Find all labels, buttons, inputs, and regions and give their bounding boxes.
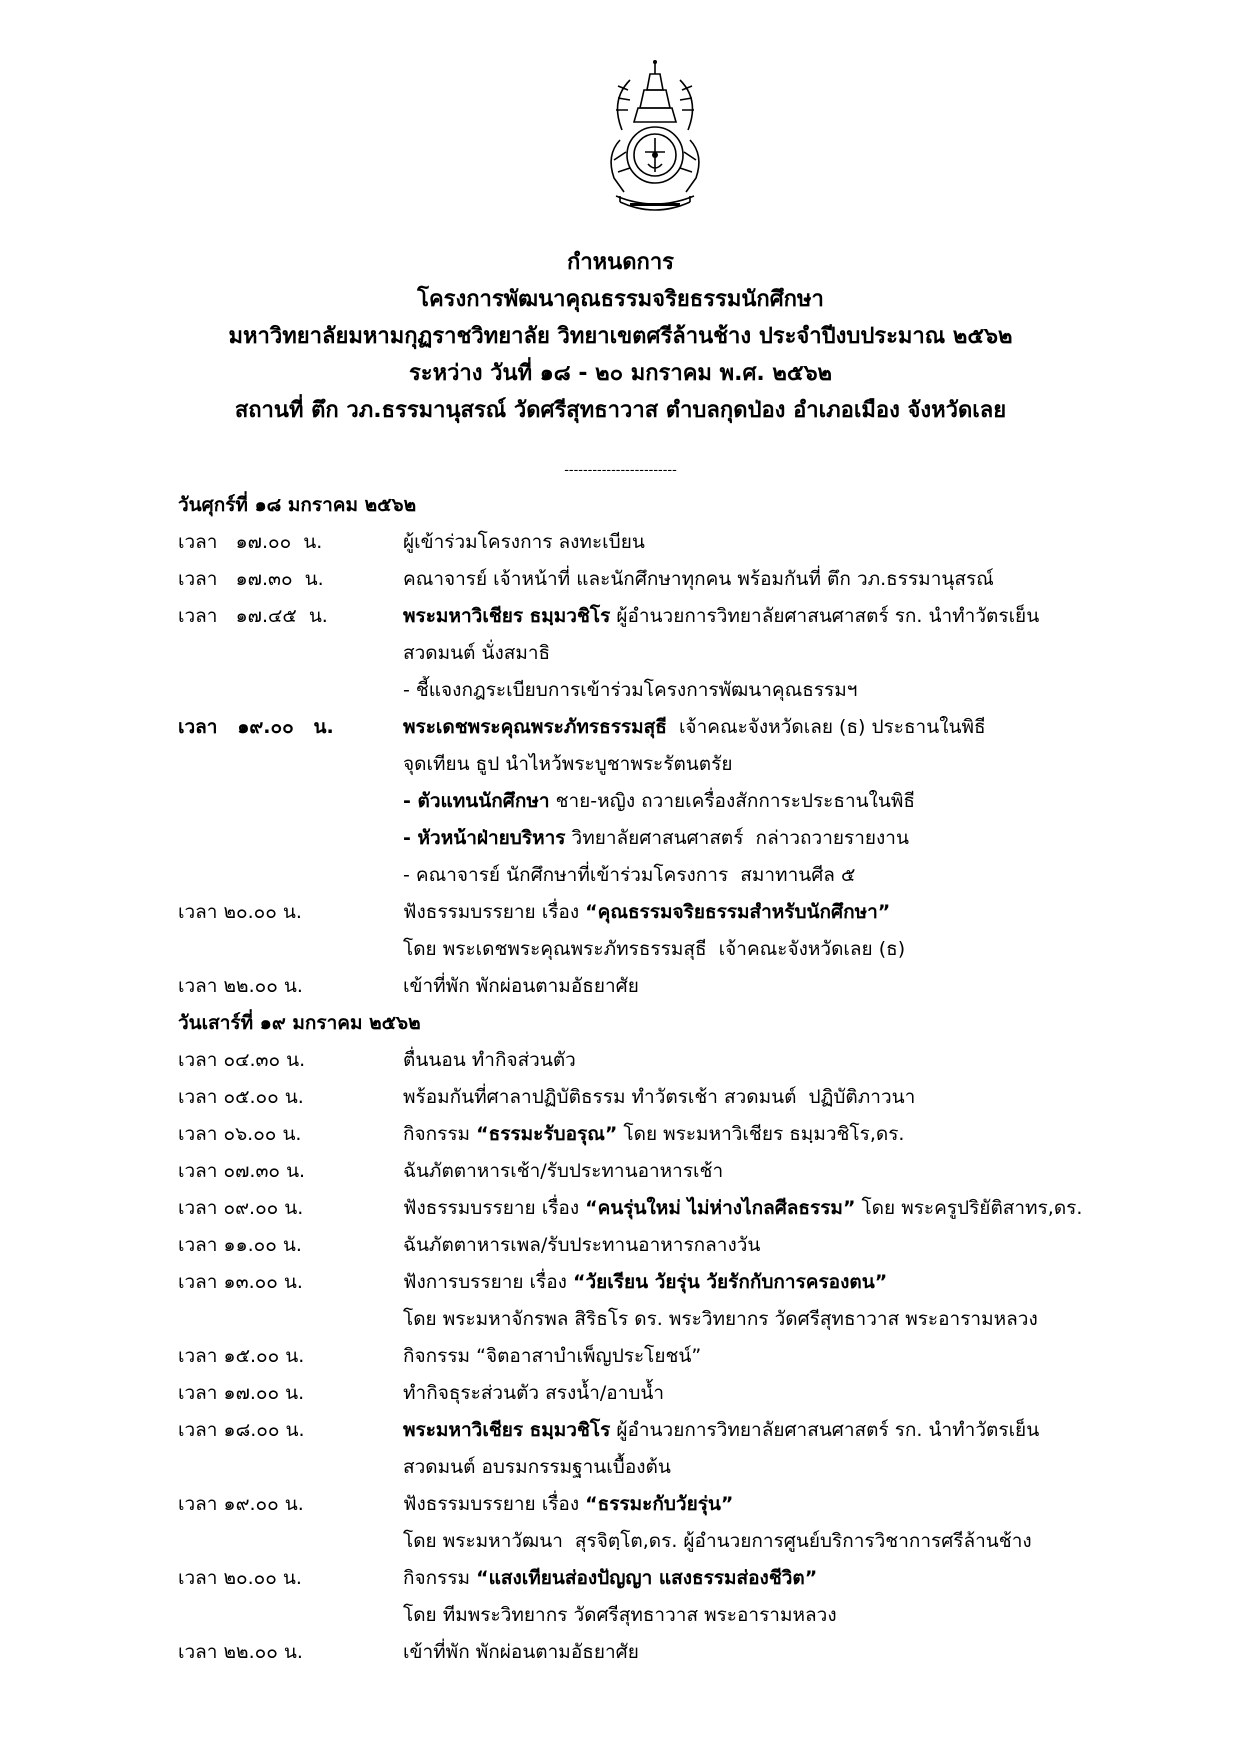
schedule-description: [403, 1116, 904, 1153]
schedule-row: [0, 894, 1241, 931]
description-text: เจ้าคณะจังหวัดเลย (ธ) ประธานในพิธี: [666, 716, 986, 738]
schedule-row: [0, 635, 1241, 672]
schedule-row: [0, 1116, 1241, 1153]
schedule-time: เวลา ๐๗.๓๐ น.: [178, 1160, 306, 1182]
schedule-time: เวลา ๐๙.๐๐ น.: [178, 1197, 304, 1219]
description-text: สวดมนต์ นั่งสมาธิ: [403, 642, 551, 664]
schedule-row: [0, 1227, 1241, 1264]
schedule-description: [403, 931, 905, 968]
schedule-description: [403, 672, 857, 709]
description-text: ทำกิจธุระส่วนตัว สรงน้ำ/อาบน้ำ: [403, 1382, 665, 1404]
schedule-time: เวลา ๒๒.๐๐ น.: [178, 1641, 303, 1663]
description-text: โดย พระมหาจักรพล สิริธโร ดร. พระวิทยากร วัดศรีสุทธาวาส พระอารามหลวง: [403, 1308, 1038, 1330]
schedule-description: [403, 1597, 837, 1634]
schedule-row: [0, 1560, 1241, 1597]
emphasis-text: - หัวหน้าฝ่ายบริหาร: [403, 827, 566, 849]
schedule-row: [0, 1597, 1241, 1634]
schedule-time: เวลา ๐๕.๐๐ น.: [178, 1086, 304, 1108]
emphasis-text: พระมหาวิเชียร ธมฺมวชิโร: [403, 1419, 611, 1441]
schedule-description: [403, 635, 550, 672]
schedule-description: [403, 1301, 1038, 1338]
description-text: โดย ทีมพระวิทยากร วัดศรีสุทธาวาส พระอารามหลวง: [403, 1604, 837, 1626]
schedule-row: [0, 709, 1241, 746]
description-text: จุดเทียน ธูป นำไหว้พระบูชาพระรัตนตรัย: [403, 753, 733, 775]
description-text: พร้อมกันที่ศาลาปฏิบัติธรรม ทำวัตรเช้า สวดมนต์ ปฏิบัติภาวนา: [403, 1086, 916, 1108]
schedule-time: เวลา ๑๘.๐๐ น.: [178, 1419, 305, 1441]
schedule-description: [403, 598, 1039, 635]
description-text: คณาจารย์ เจ้าหน้าที่ และนักศึกษาทุกคน พร้อมกันที่ ตึก วภ.ธรรมานุสรณ์: [403, 568, 994, 590]
schedule-row: [0, 561, 1241, 598]
description-text: โดย พระเดชพระคุณพระภัทรธรรมสุธี เจ้าคณะจังหวัดเลย (ธ): [403, 938, 906, 960]
description-text: ฟังธรรมบรรยาย เรื่อง: [403, 1493, 586, 1515]
schedule-description: [403, 1338, 701, 1375]
schedule-description: [403, 968, 639, 1005]
schedule-description: [403, 1560, 817, 1597]
schedule: [0, 487, 1241, 1671]
schedule-time: เวลา ๑๙.๐๐ น.: [178, 716, 334, 738]
schedule-row: [0, 1338, 1241, 1375]
schedule-description: [403, 1523, 1032, 1560]
schedule-description: [403, 820, 909, 857]
description-text: ชาย-หญิง ถวายเครื่องสักการะประธานในพิธี: [549, 790, 916, 812]
description-text: ฉันภัตตาหารเพล/รับประทานอาหารกลางวัน: [403, 1234, 761, 1256]
schedule-row: [0, 820, 1241, 857]
schedule-row: [0, 1634, 1241, 1671]
schedule-row: [0, 1190, 1241, 1227]
schedule-description: [403, 1375, 664, 1412]
description-text: โดย พระมหาวัฒนา สุรจิตฺโต,ดร. ผู้อำนวยการศูนย์บริการวิชาการศรีล้านช้าง: [403, 1530, 1032, 1552]
emphasis-text: “แสงเทียนส่องปัญญา แสงธรรมส่องชีวิต”: [476, 1567, 818, 1589]
schedule-description: [403, 1412, 1039, 1449]
schedule-row: [0, 1301, 1241, 1338]
schedule-time: เวลา ๐๖.๐๐ น.: [178, 1123, 302, 1145]
description-text: ฉันภัตตาหารเช้า/รับประทานอาหารเช้า: [403, 1160, 724, 1182]
schedule-time: เวลา ๒๐.๐๐ น.: [178, 901, 302, 923]
schedule-description: [403, 894, 890, 931]
description-text: เข้าที่พัก พักผ่อนตามอัธยาศัย: [403, 975, 639, 997]
date-range: ระหว่าง วันที่ ๑๘ - ๒๐ มกราคม พ.ศ. ๒๕๖๒: [408, 361, 833, 386]
schedule-row: [0, 1264, 1241, 1301]
schedule-time: เวลา ๒๒.๐๐ น.: [178, 975, 303, 997]
schedule-time: เวลา ๒๐.๐๐ น.: [178, 1567, 302, 1589]
university-seal-emblem: [600, 60, 710, 225]
schedule-description: [403, 1227, 760, 1264]
schedule-description: [403, 1153, 723, 1190]
schedule-time: เวลา ๑๙.๐๐ น.: [178, 1493, 304, 1515]
schedule-description: [403, 1449, 671, 1486]
schedule-row: [0, 857, 1241, 894]
description-text: ผู้อำนวยการวิทยาลัยศาสนศาสตร์ รก. นำทำวัตรเย็น: [610, 605, 1040, 627]
schedule-time: เวลา ๑๕.๐๐ น.: [178, 1345, 305, 1367]
schedule-description: [403, 1486, 733, 1523]
description-text: ผู้เข้าร่วมโครงการ ลงทะเบียน: [403, 531, 645, 553]
schedule-time: เวลา ๑๗.๓๐ น.: [178, 568, 324, 590]
header-divider: ------------------------: [564, 463, 677, 478]
description-text: ฟังธรรมบรรยาย เรื่อง: [403, 901, 586, 923]
emphasis-text: “คุณธรรมจริยธรรมสำหรับนักศึกษา”: [585, 901, 891, 923]
schedule-row: [0, 1079, 1241, 1116]
description-text: โดย พระมหาวิเชียร ธมฺมวชิโร,ดร.: [617, 1123, 905, 1145]
emphasis-text: “คนรุ่นใหม่ ไม่ห่างไกลศีลธรรม”: [585, 1197, 856, 1219]
schedule-description: [403, 1264, 887, 1301]
day-heading: วันศุกร์ที่ ๑๘ มกราคม ๒๕๖๒: [178, 494, 417, 516]
emphasis-text: พระเดชพระคุณพระภัทรธรรมสุธี: [403, 716, 667, 738]
description-text: โดย พระครูปริยัติสาทร,ดร.: [855, 1197, 1083, 1219]
description-text: กิจกรรม: [403, 1567, 477, 1589]
schedule-row: [0, 672, 1241, 709]
emphasis-text: “ธรรมะกับวัยรุ่น”: [585, 1493, 734, 1515]
emphasis-text: “วัยเรียน วัยรุ่น วัยรักกับการครองตน”: [572, 1271, 888, 1293]
schedule-row: [0, 1375, 1241, 1412]
schedule-row: [0, 746, 1241, 783]
schedule-row: [0, 1449, 1241, 1486]
description-text: ฟังธรรมบรรยาย เรื่อง: [403, 1197, 586, 1219]
schedule-description: [403, 783, 915, 820]
schedule-time: เวลา ๑๗.๔๕ น.: [178, 605, 328, 627]
description-text: ผู้อำนวยการวิทยาลัยศาสนศาสตร์ รก. นำทำวัตรเย็น: [610, 1419, 1040, 1441]
schedule-row: [0, 968, 1241, 1005]
schedule-row: [0, 598, 1241, 635]
description-text: วิทยาลัยศาสนศาสตร์ กล่าวถวายรายงาน: [565, 827, 909, 849]
schedule-time: เวลา ๑๓.๐๐ น.: [178, 1271, 303, 1293]
description-text: กิจกรรม: [403, 1123, 477, 1145]
schedule-description: [403, 524, 645, 561]
emphasis-text: - ตัวแทนนักศึกษา: [403, 790, 550, 812]
schedule-row: [0, 1412, 1241, 1449]
schedule-row: [0, 524, 1241, 561]
description-text: ฟังการบรรยาย เรื่อง: [403, 1271, 573, 1293]
schedule-row: [0, 1042, 1241, 1079]
schedule-description: [403, 709, 986, 746]
emphasis-text: “ธรรมะรับอรุณ”: [476, 1123, 618, 1145]
schedule-row: [0, 1486, 1241, 1523]
description-text: สวดมนต์ อบรมกรรมฐานเบื้องต้น: [403, 1456, 671, 1478]
schedule-description: [403, 1079, 915, 1116]
schedule-description: [403, 1634, 639, 1671]
emphasis-text: พระมหาวิเชียร ธมฺมวชิโร: [403, 605, 611, 627]
university-line: มหาวิทยาลัยมหามกุฏราชวิทยาลัย วิทยาเขตศรีล้านช้าง ประจำปีงบประมาณ ๒๕๖๒: [228, 324, 1013, 349]
document-title: กำหนดการ: [567, 250, 674, 275]
schedule-row: [0, 931, 1241, 968]
description-text: - ชี้แจงกฎระเบียบการเข้าร่วมโครงการพัฒนาคุณธรรมฯ: [403, 679, 858, 701]
description-text: ตื่นนอน ทำกิจส่วนตัว: [403, 1049, 576, 1071]
description-text: เข้าที่พัก พักผ่อนตามอัธยาศัย: [403, 1641, 639, 1663]
description-text: - คณาจารย์ นักศึกษาที่เข้าร่วมโครงการ สมาทานศีล ๕: [403, 864, 856, 886]
description-text: กิจกรรม “จิตอาสาบำเพ็ญประโยชน์”: [403, 1345, 702, 1367]
document-header: [0, 244, 1241, 429]
project-name: โครงการพัฒนาคุณธรรมจริยธรรมนักศึกษา: [417, 287, 824, 312]
schedule-time: เวลา ๑๗.๐๐ น.: [178, 1382, 305, 1404]
schedule-row: [0, 1523, 1241, 1560]
schedule-description: [403, 1042, 576, 1079]
schedule-description: [403, 857, 855, 894]
schedule-description: [403, 561, 994, 598]
venue: สถานที่ ตึก วภ.ธรรมานุสรณ์ วัดศรีสุทธาวาส ตำบลกุดป่อง อำเภอเมือง จังหวัดเลย: [234, 398, 1007, 423]
schedule-time: เวลา ๑๑.๐๐ น.: [178, 1234, 302, 1256]
schedule-description: [403, 746, 732, 783]
day-heading: วันเสาร์ที่ ๑๙ มกราคม ๒๕๖๒: [178, 1012, 421, 1034]
schedule-description: [403, 1190, 1082, 1227]
schedule-time: เวลา ๐๔.๓๐ น.: [178, 1049, 306, 1071]
schedule-time: เวลา ๑๗.๐๐ น.: [178, 531, 323, 553]
schedule-row: [0, 1153, 1241, 1190]
schedule-row: [0, 783, 1241, 820]
